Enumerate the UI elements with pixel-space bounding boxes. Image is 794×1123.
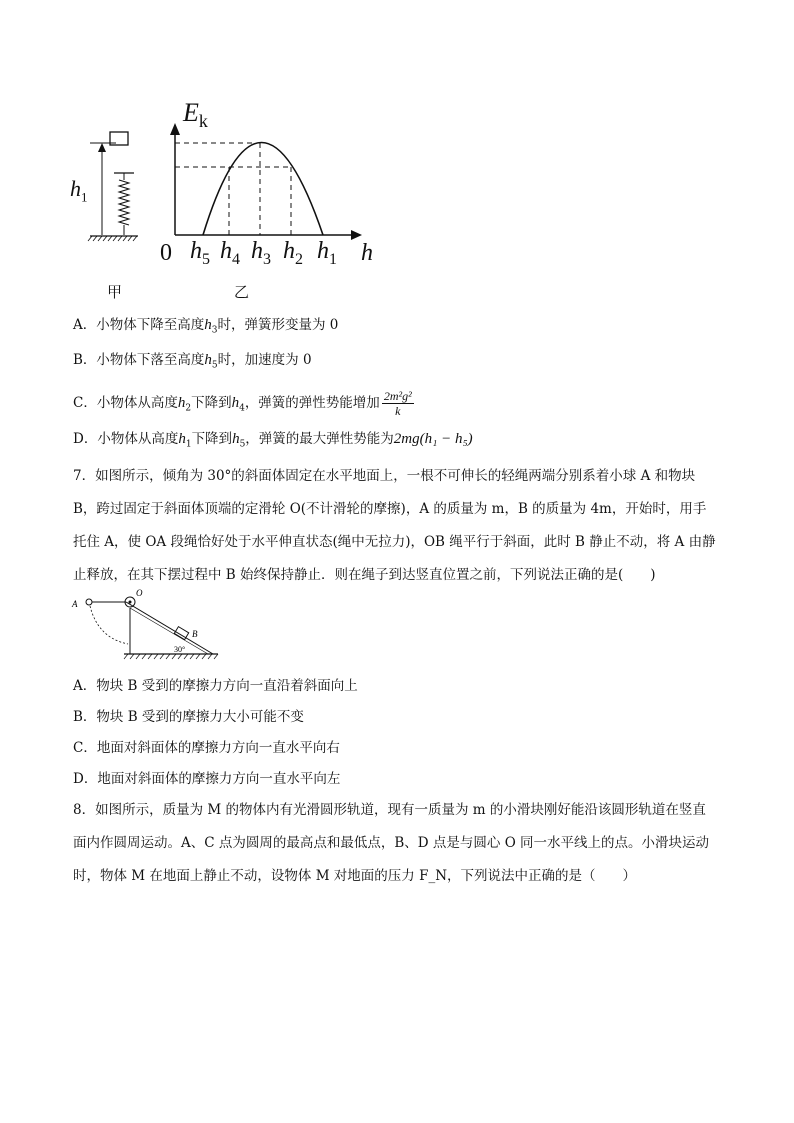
ek-curve: [203, 143, 323, 236]
q7-option-b: B．物块 B 受到的摩擦力大小可能不变: [73, 709, 304, 725]
q7-option-a: A．物块 B 受到的摩擦力方向一直沿着斜面向上: [73, 678, 358, 694]
tick-h4: $h_4$: [220, 238, 240, 268]
q7-option-d: D．地面对斜面体的摩擦力方向一直水平向左: [73, 771, 341, 787]
svg-text:A: A: [72, 599, 78, 609]
h-axis-label: h: [361, 240, 373, 266]
q7-option-c: C．地面对斜面体的摩擦力方向一直水平向右: [73, 740, 340, 756]
tick-h1: $h_1$: [317, 238, 337, 268]
ek-axis-label: $E_k$: [183, 98, 208, 132]
q6-option-a: A．小物体下降至高度$h_3$时，弹簧形变量为 0: [73, 317, 339, 336]
elastic-energy-fraction: $\frac{\text{2m²g²}}{k}$: [383, 389, 412, 418]
caption-yi: 乙: [234, 283, 250, 301]
tick-h3: $h_3$: [251, 238, 271, 268]
svg-text:B: B: [192, 629, 198, 639]
q6-option-c: C．小物体从高度$h_2$下降到$h_4$，弹簧的弹性势能增加 $\frac{\text{2m²g²}}{k}$: [73, 389, 412, 418]
origin-label: 0: [160, 240, 172, 266]
ball-a: [86, 599, 92, 605]
q6-option-b: B．小物体下落至高度$h_5$时，加速度为 0: [73, 352, 312, 371]
h1-label: $h_1$: [70, 176, 88, 205]
tick-h5: $h_5$: [190, 238, 210, 268]
q6-option-d: D．小物体从高度$h_1$下降到$h_5$，弹簧的最大弹性势能为2mg(h₁ − h₅): [73, 431, 473, 450]
q8-stem: 8．如图所示，质量为 M 的物体内有光滑圆形轨道，现有一质量为 m 的小滑块刚好能沿该圆形轨道在竖直 面内作圆周运动。A、C 点为圆周的最高点和最低点，B、D 点是与圆心 O 同一水平线上的点。小滑块运动 时，物体 M 在地面上静止不动，设物体 M 对地面的压力 F_N，下列说法中正确的是（ ）: [73, 802, 710, 884]
svg-text:O: O: [136, 588, 143, 598]
caption-jia: 甲: [107, 283, 123, 301]
svg-text:30°: 30°: [174, 645, 186, 654]
q7-stem: 7．如图所示，倾角为 30°的斜面体固定在水平地面上，一根不可伸长的轻绳两端分别系着小球 A 和物块 B，跨过固定于斜面体顶端的定滑轮 O(不计滑轮的摩擦)，A 的质量为 m，B 的质量为 4m，开始时，用手 托住 A，使 OA 段绳恰好处于水平伸直状态(绳中无拉力)，OB 绳平行于斜面，此时 B 静止不动，将 A 由静 止释放，在其下摆过程中 B 始终保持静止．则在绳子到达竖直位置之前，下列说法正确的是( ): [73, 468, 716, 583]
spring: [119, 173, 129, 235]
tick-h2: $h_2$: [283, 238, 303, 268]
figure-q7-incline: [68, 588, 228, 663]
